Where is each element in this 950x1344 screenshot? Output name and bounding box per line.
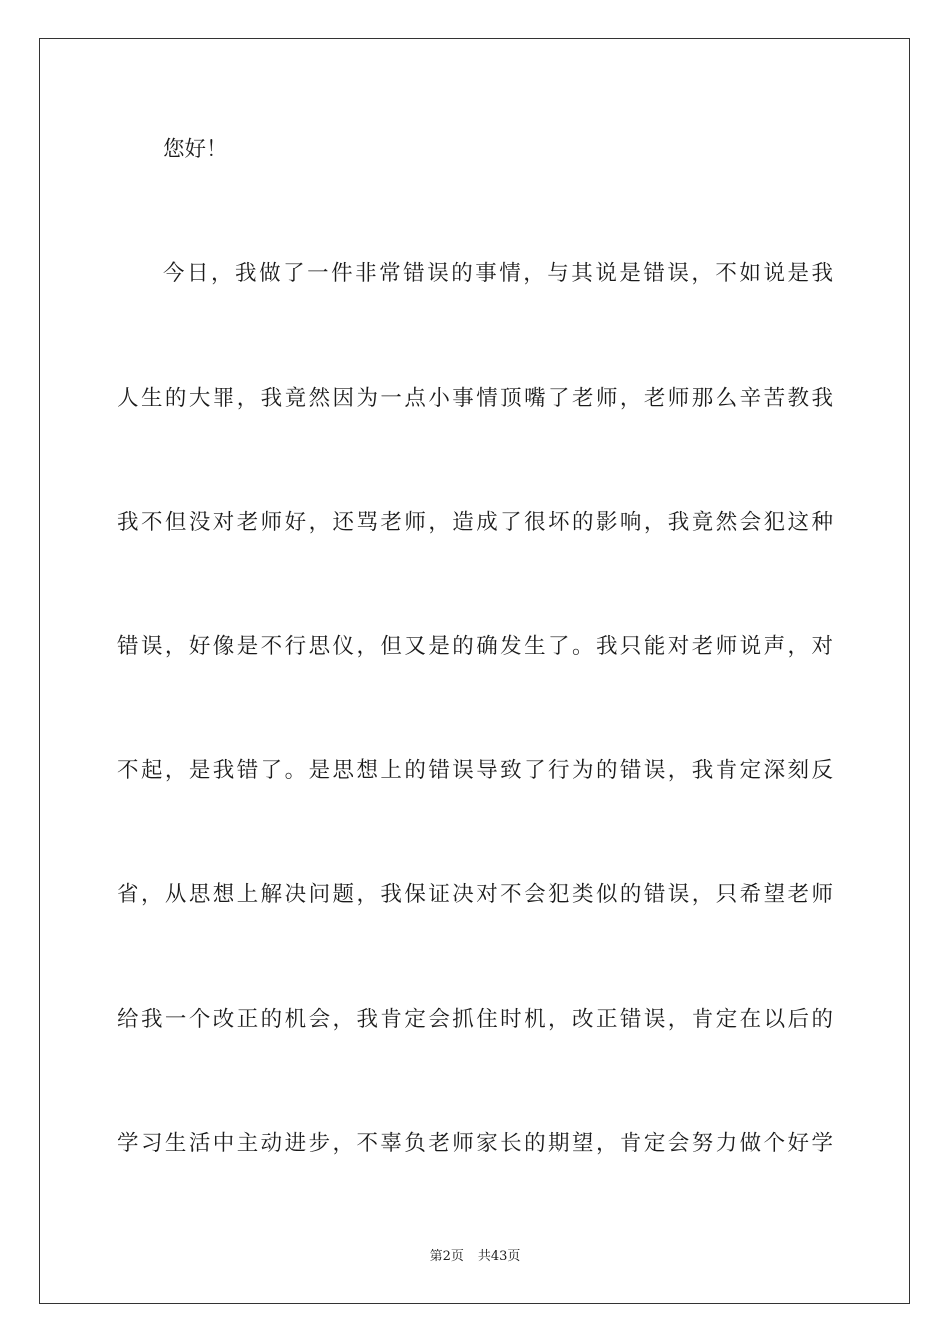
body-line-2: 人生的大罪，我竟然因为一点小事情顶嘴了老师，老师那么辛苦教我 xyxy=(117,386,833,411)
page-border xyxy=(39,38,910,1304)
greeting-line: 您好！ xyxy=(163,137,228,162)
body-line-4: 错误，好像是不行思仪，但又是的确发生了。我只能对老师说声，对 xyxy=(117,634,833,659)
body-line-8: 学习生活中主动进步，不辜负老师家长的期望，肯定会努力做个好学 xyxy=(117,1131,833,1156)
page-number: 第2页 xyxy=(429,1249,464,1264)
body-line-3: 我不但没对老师好，还骂老师，造成了很坏的影响，我竟然会犯这种 xyxy=(117,510,833,535)
total-pages: 共43页 xyxy=(477,1249,521,1264)
body-line-5: 不起，是我错了。是思想上的错误导致了行为的错误，我肯定深刻反 xyxy=(117,758,833,783)
body-line-7: 给我一个改正的机会，我肯定会抓住时机，改正错误，肯定在以后的 xyxy=(117,1007,833,1032)
body-line-6: 省，从思想上解决问题，我保证决对不会犯类似的错误，只希望老师 xyxy=(117,882,833,907)
body-line-1: 今日，我做了一件非常错误的事情，与其说是错误，不如说是我 xyxy=(163,261,833,286)
page-footer xyxy=(0,1248,950,1266)
